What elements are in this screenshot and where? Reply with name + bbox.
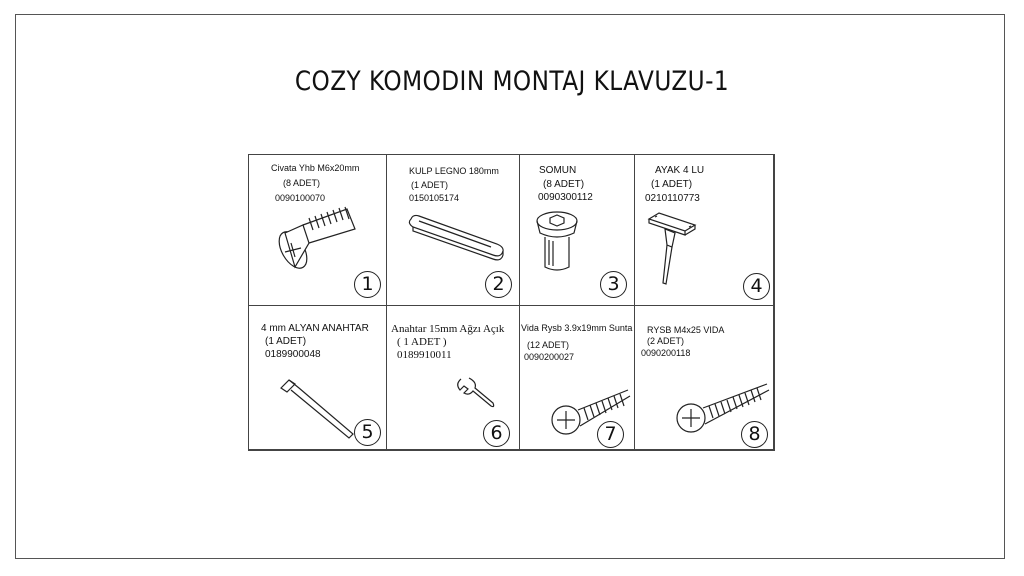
part-number-badge: 4	[743, 273, 770, 300]
part-cell-8	[635, 306, 774, 450]
furniture-leg-icon	[645, 207, 705, 287]
part-name: 4 mm ALYAN ANAHTAR	[261, 323, 369, 334]
part-qty: (1 ADET)	[651, 179, 693, 190]
part-name: SOMUN	[539, 165, 577, 176]
part-qty: (8 ADET)	[543, 179, 585, 190]
part-qty: (2 ADET)	[647, 336, 685, 346]
handle-icon	[405, 213, 510, 263]
page-title: COZY KOMODIN MONTAJ KLAVUZU-1	[294, 66, 730, 97]
part-name: AYAK 4 LU	[655, 165, 705, 176]
part-cell-4	[635, 155, 774, 306]
part-qty: (12 ADET)	[527, 340, 570, 350]
part-name: Vida Rysb 3.9x19mm Sunta	[521, 323, 633, 333]
part-qty: ( 1 ADET )	[397, 336, 447, 348]
part-name: RYSB M4x25 VIDA	[647, 325, 725, 335]
parts-grid	[248, 154, 775, 451]
part-number-badge: 3	[600, 271, 627, 298]
part-cell-7	[520, 306, 635, 450]
part-code: 0210110773	[645, 193, 700, 204]
part-code: 0090100070	[275, 193, 326, 203]
allen-key-icon	[277, 376, 357, 440]
part-code: 0150105174	[409, 193, 460, 203]
part-cell-2	[387, 155, 520, 306]
part-number-badge: 2	[485, 271, 512, 298]
open-end-wrench-icon	[455, 376, 497, 410]
part-number-badge: 1	[354, 271, 381, 298]
part-name: Civata Yhb M6x20mm	[271, 163, 360, 173]
part-code: 0189910011	[397, 349, 452, 361]
part-number-badge: 6	[483, 420, 510, 447]
part-name: KULP LEGNO 180mm	[409, 166, 499, 176]
part-cell-3	[520, 155, 635, 306]
part-qty: (1 ADET)	[411, 180, 449, 190]
part-name: Anahtar 15mm Ağzı Açık	[391, 323, 505, 335]
part-code: 0090200027	[524, 352, 575, 362]
part-cell-6	[387, 306, 520, 450]
part-number-badge: 7	[597, 421, 624, 448]
part-code: 0090200118	[641, 348, 691, 358]
part-qty: (8 ADET)	[283, 178, 321, 188]
part-cell-5	[249, 306, 387, 450]
part-code: 0090300112	[538, 192, 593, 203]
part-number-badge: 8	[741, 421, 768, 448]
part-number-badge: 5	[354, 419, 381, 446]
part-qty: (1 ADET)	[265, 336, 307, 347]
part-code: 0189900048	[265, 349, 321, 360]
countersunk-bolt-icon	[273, 203, 363, 278]
barrel-nut-icon	[532, 207, 582, 277]
part-cell-1	[249, 155, 387, 306]
